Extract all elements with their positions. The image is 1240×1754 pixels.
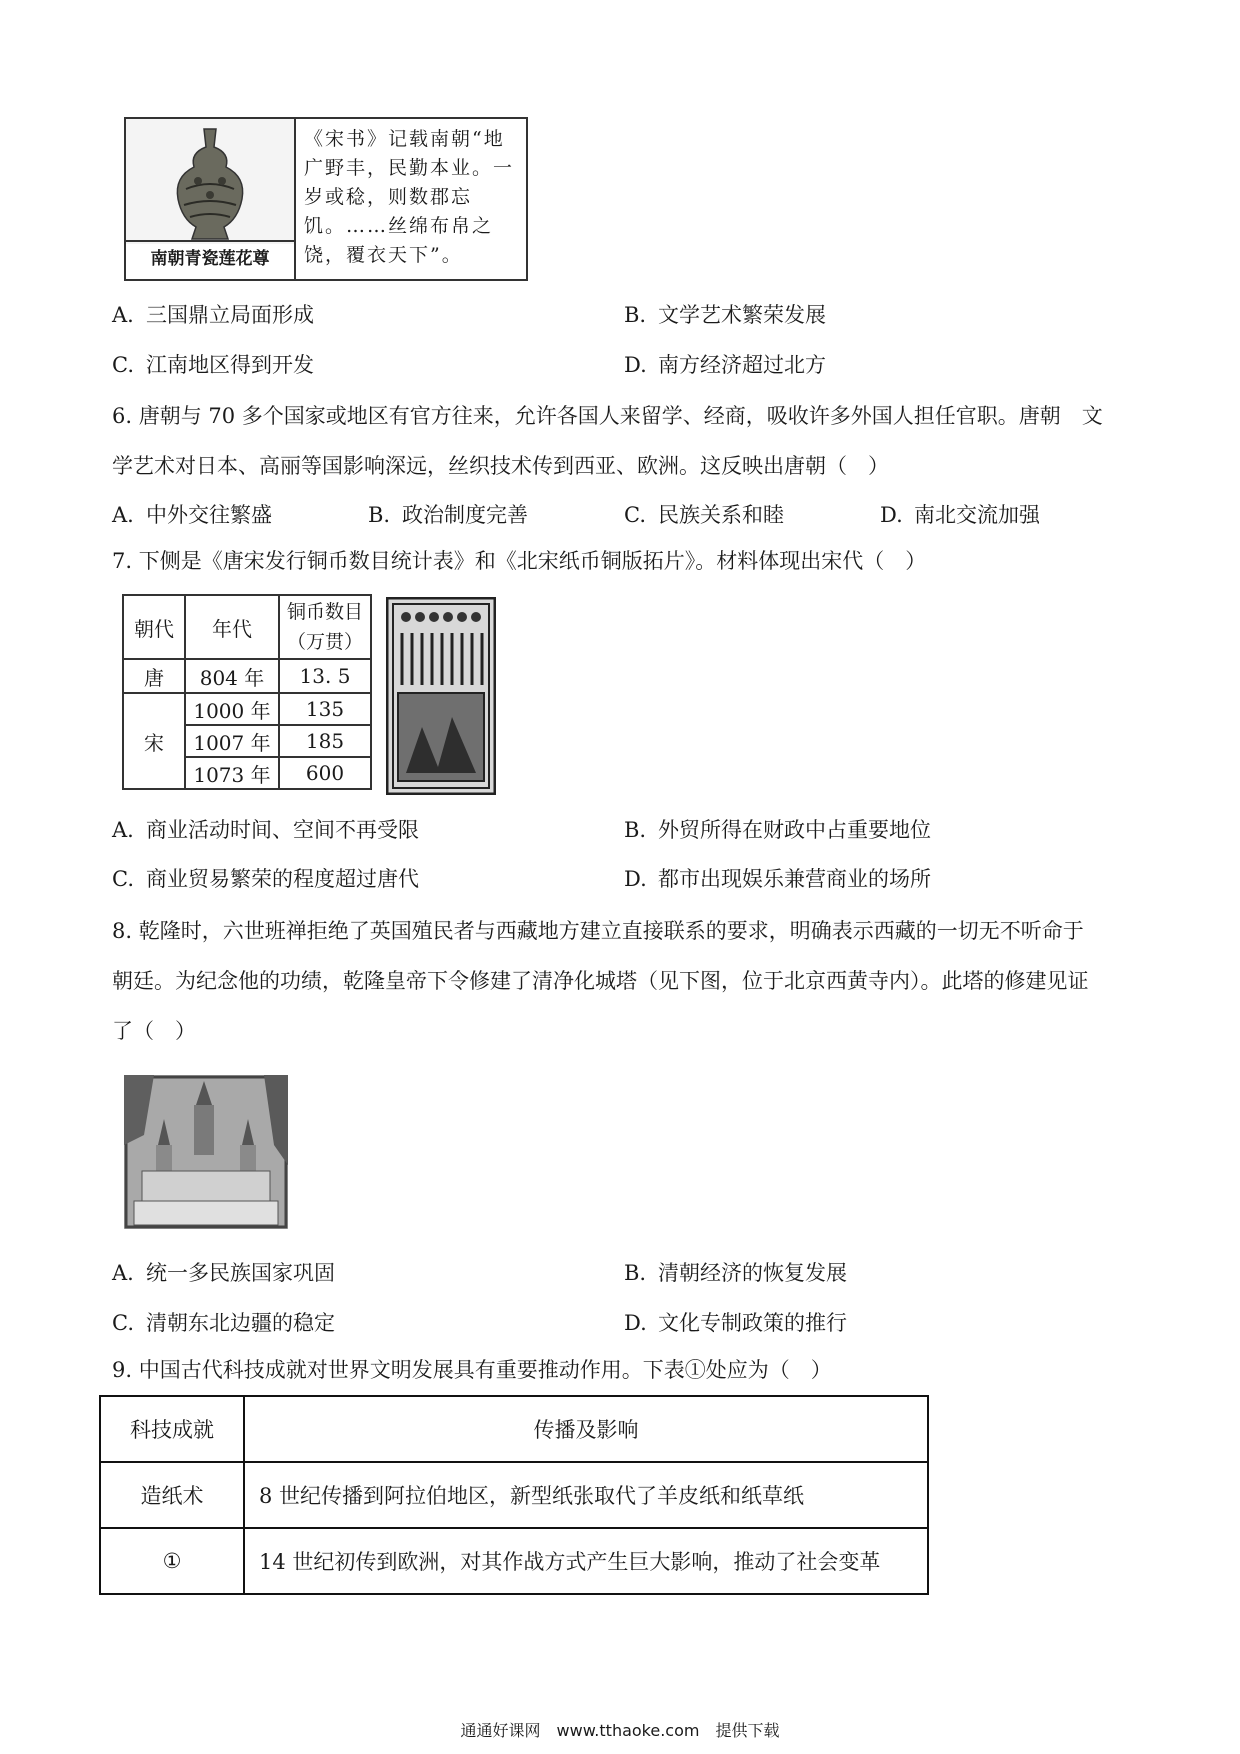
table-header-achievement: 科技成就 bbox=[100, 1396, 244, 1462]
q5-option-c[interactable]: C. 江南地区得到开发 bbox=[112, 353, 314, 377]
q7-option-d[interactable]: D. 都市出现娱乐兼营商业的场所 bbox=[624, 867, 931, 891]
page-footer: 通通好课网 www.tthaoke.com 提供下载 bbox=[460, 1721, 780, 1740]
q8-option-c[interactable]: C. 清朝东北边疆的稳定 bbox=[112, 1311, 335, 1335]
table-cell-song: 宋 bbox=[123, 693, 185, 789]
q8-stem-line1: 8. 乾隆时，六世班禅拒绝了英国殖民者与西藏地方建立直接联系的要求，明确表示西藏的一切无不听命于 bbox=[112, 919, 1084, 943]
table-cell-value: 135 bbox=[279, 693, 371, 725]
q5-option-b[interactable]: B. 文学艺术繁荣发展 bbox=[624, 303, 826, 327]
science-achievements-table bbox=[99, 1395, 929, 1595]
table-cell-achievement: 造纸术 bbox=[100, 1462, 244, 1528]
q6-option-b[interactable]: B. 政治制度完善 bbox=[368, 503, 528, 527]
q7-option-b[interactable]: B. 外贸所得在财政中占重要地位 bbox=[624, 818, 931, 842]
q8-option-d[interactable]: D. 文化专制政策的推行 bbox=[624, 1311, 847, 1335]
q7-option-a[interactable]: A. 商业活动时间、空间不再受限 bbox=[112, 818, 419, 842]
table-cell-tang: 唐 bbox=[123, 659, 185, 693]
vase-image bbox=[126, 119, 294, 244]
q8-stem-line2: 朝廷。为纪念他的功绩，乾隆皇帝下令修建了清净化城塔（见下图，位于北京西黄寺内）。此塔的修建见证 bbox=[112, 969, 1089, 993]
pagoda-photo bbox=[124, 1075, 288, 1229]
table-cell-impact: 8 世纪传播到阿拉伯地区，新型纸张取代了羊皮纸和纸草纸 bbox=[244, 1462, 928, 1528]
table-cell-year: 1000 年 bbox=[185, 693, 279, 725]
table-cell-year: 1073 年 bbox=[185, 757, 279, 789]
q8-option-b[interactable]: B. 清朝经济的恢复发展 bbox=[624, 1261, 847, 1285]
table-header-impact: 传播及影响 bbox=[244, 1396, 928, 1462]
table-cell-impact: 14 世纪初传到欧洲，对其作战方式产生巨大影响，推动了社会变革 bbox=[244, 1528, 928, 1594]
vase-caption: 南朝青瓷莲花尊 bbox=[126, 240, 294, 279]
table-cell-year: 1007 年 bbox=[185, 725, 279, 757]
figure-vase-quote bbox=[124, 117, 528, 281]
q8-stem-line3: 了（ ） bbox=[112, 1019, 196, 1043]
table-cell-value: 600 bbox=[279, 757, 371, 789]
table-header-dynasty: 朝代 bbox=[123, 595, 185, 659]
table-cell-value: 185 bbox=[279, 725, 371, 757]
table-header-amount: 铜币数目 （万贯） bbox=[279, 595, 371, 659]
table-header-year: 年代 bbox=[185, 595, 279, 659]
table-cell-year: 804 年 bbox=[185, 659, 279, 693]
q6-option-c[interactable]: C. 民族关系和睦 bbox=[624, 503, 784, 527]
table-cell-achievement: ① bbox=[100, 1528, 244, 1594]
q6-option-a[interactable]: A. 中外交往繁盛 bbox=[112, 503, 272, 527]
q6-option-d[interactable]: D. 南北交流加强 bbox=[880, 503, 1040, 527]
song-shu-quote: 《宋书》记载南朝“地广野丰，民勤本业。一岁或稔，则数郡忘饥。……丝绵布帛之饶，覆衣天下”。 bbox=[304, 128, 515, 266]
table-cell-value: 13. 5 bbox=[279, 659, 371, 693]
figure-divider bbox=[294, 119, 296, 279]
q6-stem-line2: 学艺术对日本、高丽等国影响深远，丝织技术传到西亚、欧洲。这反映出唐朝（ ） bbox=[112, 454, 889, 478]
q7-stem-line1: 7. 下侧是《唐宋发行铜币数目统计表》和《北宋纸币铜版拓片》。材料体现出宋代（ ） bbox=[112, 549, 927, 573]
q7-option-c[interactable]: C. 商业贸易繁荣的程度超过唐代 bbox=[112, 867, 419, 891]
q9-stem-line1: 9. 中国古代科技成就对世界文明发展具有重要推动作用。下表①处应为（ ） bbox=[112, 1358, 832, 1382]
banknote-rubbing-image bbox=[386, 597, 496, 795]
q6-stem-line1: 6. 唐朝与 70 多个国家或地区有官方往来，允许各国人来留学、经商，吸收许多外国人担任官职。唐朝 文 bbox=[112, 404, 1103, 428]
q5-option-d[interactable]: D. 南方经济超过北方 bbox=[624, 353, 826, 377]
copper-coin-table bbox=[122, 594, 372, 790]
q8-option-a[interactable]: A. 统一多民族国家巩固 bbox=[112, 1261, 335, 1285]
q5-option-a[interactable]: A. 三国鼎立局面形成 bbox=[112, 303, 314, 327]
